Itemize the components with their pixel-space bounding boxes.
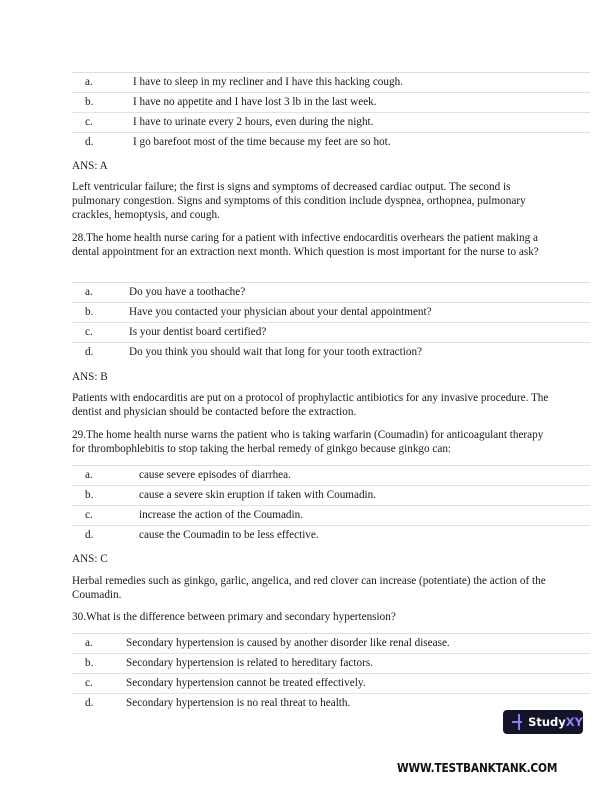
- q28-option-b: [72, 303, 590, 323]
- q27-option-d: [72, 133, 590, 152]
- plus-icon: [508, 711, 526, 733]
- option-letter: d.: [85, 697, 94, 709]
- q29-question: 29.The home health nurse warns the patient who is taking warfarin (Coumadin) for anticoagulant therapy for thrombophlebitis to stop taking the herbal remedy of ginkgo because ginkgo can:: [72, 429, 544, 455]
- q30-option-c: [72, 674, 590, 694]
- option-letter: d.: [85, 346, 94, 358]
- q27-option-b: [72, 93, 590, 113]
- option-text: Is your dentist board certified?: [129, 326, 267, 338]
- option-text: I have to sleep in my recliner and I have this hacking cough.: [133, 76, 403, 88]
- option-letter: b.: [85, 489, 94, 501]
- q30-option-a: [72, 634, 590, 654]
- q29-rationale: Herbal remedies such as ginkgo, garlic, angelica, and red clover can increase (potentiate) the action of the Coumadin.: [72, 575, 546, 601]
- q28-question: 28.The home health nurse caring for a patient with infective endocarditis overhears the patient making a dental appointment for an extraction next month. Which question is most important for the nurse to ask?: [72, 232, 539, 258]
- footer-url[interactable]: WWW.TESTBANKTANK.COM: [397, 761, 558, 775]
- q28-answer: ANS: B: [72, 371, 108, 383]
- option-text: I have no appetite and I have lost 3 lb in the last week.: [133, 96, 377, 108]
- q27-option-c: [72, 113, 590, 133]
- badge-label: [528, 715, 583, 729]
- q29-answer: ANS: C: [72, 553, 108, 565]
- option-text: I go barefoot most of the time because my feet are so hot.: [133, 136, 391, 148]
- option-text: I have to urinate every 2 hours, even during the night.: [133, 116, 374, 128]
- option-letter: b.: [85, 96, 94, 108]
- option-letter: c.: [85, 509, 93, 521]
- q29-option-a: [72, 466, 590, 486]
- option-letter: a.: [85, 469, 93, 481]
- option-letter: c.: [85, 677, 93, 689]
- q30-options-table: [72, 633, 590, 713]
- option-text: Secondary hypertension is caused by another disorder like renal disease.: [126, 637, 450, 649]
- q27-rationale: Left ventricular failure; the first is signs and symptoms of decreased cardiac output. The second is pulmonary congestion. Signs and symptoms of this condition include dyspnea, orthopnea, pulmonary crackles, hemoptysis, and cough.: [72, 181, 526, 221]
- option-text: Secondary hypertension is no real threat to health.: [126, 697, 351, 709]
- option-text: cause the Coumadin to be less effective.: [139, 529, 319, 541]
- option-text: Have you contacted your physician about your dental appointment?: [129, 306, 432, 318]
- q29-option-d: [72, 526, 590, 545]
- option-letter: a.: [85, 76, 93, 88]
- studyxy-badge[interactable]: [503, 710, 583, 734]
- q30-option-b: [72, 654, 590, 674]
- option-text: Do you think you should wait that long for your tooth extraction?: [129, 346, 423, 358]
- option-letter: b.: [85, 657, 94, 669]
- option-text: Secondary hypertension is related to hereditary factors.: [126, 657, 373, 669]
- option-text: Secondary hypertension cannot be treated effectively.: [126, 677, 366, 689]
- option-letter: d.: [85, 136, 94, 148]
- option-letter: c.: [85, 116, 93, 128]
- q28-rationale: Patients with endocarditis are put on a protocol of prophylactic antibiotics for any invasive procedure. The dentist and physician should be contacted before the extraction.: [72, 392, 549, 418]
- option-text: Do you have a toothache?: [129, 286, 246, 298]
- option-text: cause severe episodes of diarrhea.: [139, 469, 291, 481]
- option-letter: a.: [85, 637, 93, 649]
- option-letter: c.: [85, 326, 93, 338]
- q29-options-table: [72, 465, 590, 545]
- q30-question: 30.What is the difference between primary and secondary hypertension?: [72, 611, 396, 623]
- option-text: increase the action of the Coumadin.: [139, 509, 304, 521]
- q28-option-a: [72, 283, 590, 303]
- option-text: cause a severe skin eruption if taken with Coumadin.: [139, 489, 377, 501]
- option-letter: d.: [85, 529, 94, 541]
- q28-option-c: [72, 323, 590, 343]
- q27-answer: ANS: A: [72, 160, 108, 172]
- q27-option-a: [72, 73, 590, 93]
- q29-option-b: [72, 486, 590, 506]
- badge-name-accent: XY: [565, 715, 583, 729]
- q28-option-d: [72, 343, 590, 362]
- q27-options-table: [72, 72, 590, 152]
- q29-option-c: [72, 506, 590, 526]
- badge-name-main: Study: [528, 715, 566, 729]
- option-letter: a.: [85, 286, 93, 298]
- option-letter: b.: [85, 306, 94, 318]
- q28-options-table: [72, 282, 590, 362]
